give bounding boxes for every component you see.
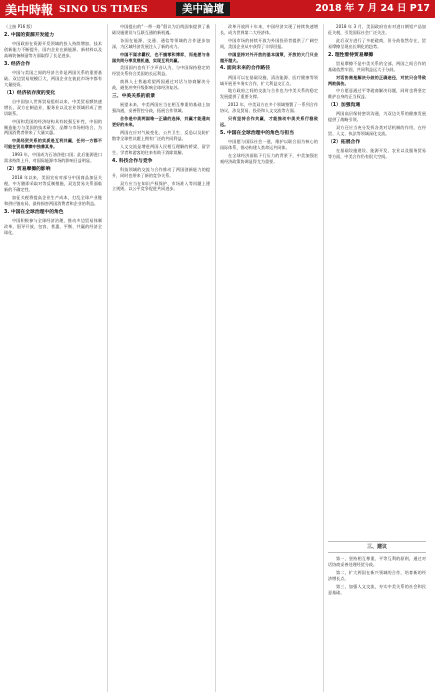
paragraph: 中国愿与国际社会一道，维护以联合国为核心的国际体系，推动构建人类命运共同体。 (220, 139, 318, 150)
subheading: 2. 中国的资源开发能力 (4, 32, 55, 38)
subheading: （2）拓展合作 (328, 140, 361, 146)
article-column-2 (112, 24, 210, 694)
paragraph: 展望未来，中美两国应当在相互尊重的基础上加强沟通，妥善管控分歧，拓展合作领域。 (112, 102, 210, 114)
subheading: 4. 面向未来的合作路径 (220, 66, 271, 72)
paragraph: 地方政府之间的交流与合作也为中美关系的稳定发展提供了重要支撑。 (220, 88, 318, 100)
section-title: 美中論壇 (176, 2, 230, 16)
highlight-paragraph: 中国不谋求霸权，也不搞零和博弈，而是愿与各国共同分享发展机遇，实现互利共赢。 (112, 51, 210, 63)
highlight-paragraph: 对话协商是解决分歧的正确途径，对抗只会导致两败俱伤。 (328, 74, 426, 86)
paragraph: 第三，加强人文交流，夯实中美关系的社会和民意基础。 (328, 583, 426, 595)
column-divider (215, 24, 216, 692)
paragraph: 两国在应对气候变化、公共卫生、反恐以及防扩散等全球性议题上拥有广泛的共同利益。 (112, 129, 210, 141)
column-divider (107, 24, 108, 692)
paragraph: 科技领域的交流与合作推动了两国创新能力的提升，同时也带来了新的竞争关系。 (112, 166, 210, 178)
paragraph: 中国提出的“一带一路”倡议为沿线国家提供了基础设施建设与互联互通的新机遇。 (112, 24, 210, 35)
article-column-4-tail (328, 556, 426, 694)
paper-name-en: SINO US TIMES (59, 3, 148, 15)
column-divider (323, 24, 324, 692)
paper-name-cn: 美中時報 (5, 2, 54, 17)
paragraph: 各国在能源、交通、通信等领域的合作逐步加深，为区域经济发展注入了新的动力。 (112, 37, 210, 49)
subheading: 2. 理性看待贸易摩擦 (328, 52, 374, 58)
article-column-4 (328, 24, 426, 537)
article-column-1 (4, 24, 102, 694)
continued-note: （上接 P16 版） (4, 24, 35, 29)
subheading: 3. 中国在全球治理中的角色 (4, 209, 64, 215)
section-heading: 三、建议 (328, 541, 426, 553)
paragraph: 人文交流是增进两国人民相互理解的桥梁，留学生、学者和游客的往来有助于消除误解。 (112, 143, 210, 155)
paragraph: 第一，坚持相互尊重、平等互利的原则，通过对话协商妥善处理经贸分歧。 (328, 556, 426, 567)
highlight-paragraph: 中国坚持对外开放的基本国策，开放的大门只会越开越大。 (220, 51, 318, 63)
paragraph: 在基础设施建设、能源开发、农业以及服务贸易等方面，中美合作仍有很大空间。 (328, 148, 426, 160)
subheading: 3. 经济合作 (4, 61, 31, 67)
paragraph: 贸易摩擦不是中美关系的全部，两国之间合作的基础依然牢固，共同利益远大于分歧。 (328, 60, 426, 72)
highlight-paragraph: 只有坚持合作共赢，才能推动中美关系行稳致远。 (220, 116, 318, 127)
paragraph: 商界人士普遍希望两国通过对话与协商解决分歧，避免冲突升级影响全球经济复苏。 (112, 79, 210, 91)
subheading: 5. 中国在全球治理中的角色与担当 (220, 130, 294, 136)
paragraph: 此后双方进行了多轮磋商，但分歧依然存在，贸易摩擦呈现出长期化的趋势。 (328, 37, 426, 49)
paragraph: 在全球经济面临下行压力的背景下，中美加强宏观经济政策协调显得尤为重要。 (220, 152, 318, 164)
paragraph: 两国高层保持密切沟通，为双边关系的健康发展提供了战略引领。 (328, 111, 426, 123)
paragraph: 2018 年 3 月，美国政府宣布对进口钢铝产品加征关税，引发国际社会广泛关注。 (328, 24, 426, 35)
paragraph: 中国和美国的经济结构具有较强互补性，中国的制造能力与美国的技术研发、品牌与市场相结合，为两国消费者带来了大量实惠。 (4, 118, 102, 136)
paragraph: 双方应当在知识产权保护、市场准入等问题上建立规则，以公平竞争促进共同进步。 (112, 180, 210, 192)
paragraph: 2018 年以来，美国宣布对部分中国商品加征关税，中方随即采取对等反制措施，双边贸易关系面临新的不确定性。 (4, 175, 102, 193)
paragraph: 2012 年，中美双方在多个领域签署了一系列合作协议，涉及贸易、投资和人文交流等方面。 (220, 102, 318, 114)
paragraph: 中方愿意通过平等磋商解决问题，同时也将坚定维护自身的正当权益。 (328, 88, 426, 100)
subheading: （2）贸易摩擦的影响 (4, 167, 51, 173)
paragraph: 中国市场的持续开放为外国投资者提供了广阔空间，美国企业从中获得了丰厚回报。 (220, 37, 318, 49)
subheading: （1）加强沟通 (328, 103, 361, 109)
subheading: 三、中美关系的前景 (112, 94, 156, 100)
paragraph: 加征关税将提高企业生产成本，打乱全球产业链和供应链布局，最终损害两国消费者和企业的利益。 (4, 194, 102, 206)
subheading: （1）经济依存度的变化 (4, 90, 56, 96)
highlight-paragraph: 合作是中美两国唯一正确的选择，共赢才能通向更好的未来。 (112, 116, 210, 127)
paragraph: 中国积极参与全球经济治理，推动多边贸易体制改革，倡导开放、包容、普惠、平衡、共赢的经济全球化。 (4, 217, 102, 235)
paragraph: 改革开放四十年来，中国经济实现了持续快速增长，成为世界第二大经济体。 (220, 24, 318, 35)
article-column-3 (220, 24, 318, 694)
paragraph: 自中国加入世界贸易组织以来，中美贸易额快速增长，双方在制造业、服务业以及农业领域形成了密切联系。 (4, 98, 102, 116)
paragraph: 双方还应当充分发挥各类对话机制的作用，在经贸、人文、执法等领域深化交流。 (328, 125, 426, 137)
paragraph: 中国政府在资源开发领域的投入持续增加，技术创新能力不断提升，国内企业在新能源、新材料以及高端装备制造等方面取得了长足进步。 (4, 41, 102, 58)
paragraph: 中国与美国之间的经济合作是两国关系的重要基础。双边贸易规模巨大，两国企业在彼此市场中都有大量投资。 (4, 70, 102, 87)
paragraph: 两国可以在基础设施、清洁能源、医疗健康等领域开展更多务实合作，扩大利益交汇点。 (220, 74, 318, 86)
page-header (0, 0, 435, 18)
highlight-paragraph: 中美经贸关系的实质是互利共赢，任何一方都不可能在贸易摩擦中独善其身。 (4, 138, 102, 150)
paragraph: 美国国内也有不少声音认为，与中国保持稳定的经贸关系符合美国的长远利益。 (112, 65, 210, 77)
subheading: 4. 科技合作与竞争 (112, 158, 153, 164)
paragraph: 第二，扩大两国在新兴领域的合作，培育新的经济增长点。 (328, 569, 426, 581)
date-page: 2018 年 7 月 24 日 P17 (315, 3, 430, 14)
paragraph: 1993 年，中国成为石油净进口国；此后能源进口需求持续上升，对国际能源市场的影响日益明显。 (4, 152, 102, 164)
